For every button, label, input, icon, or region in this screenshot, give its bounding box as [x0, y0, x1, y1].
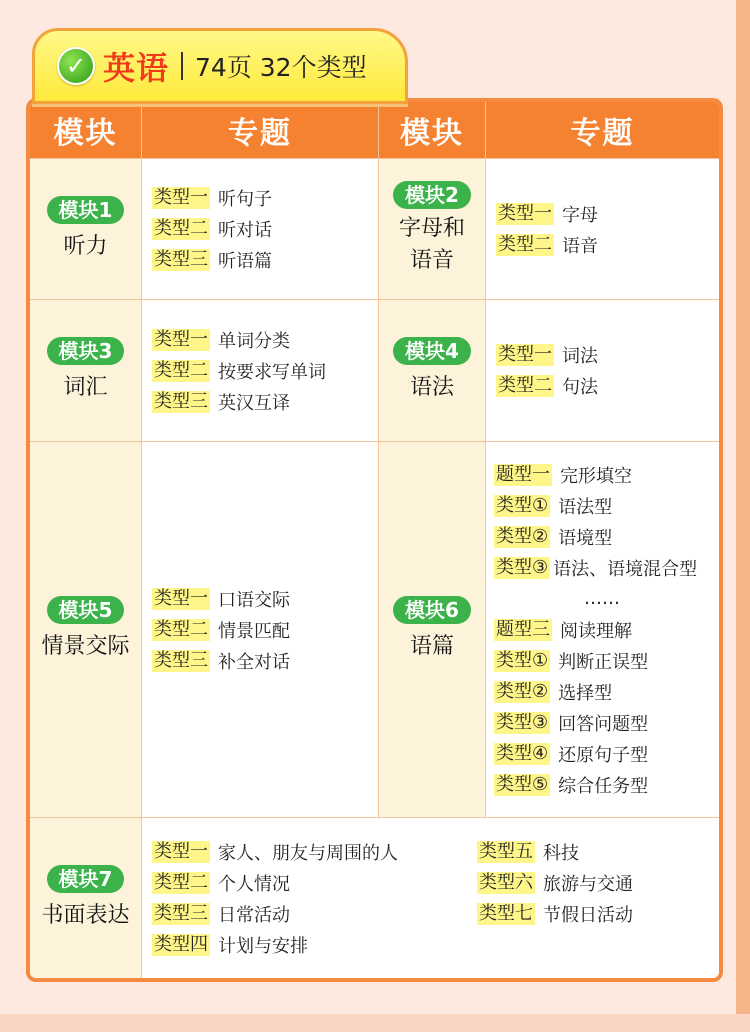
topic-cell	[486, 442, 719, 817]
type-text: 旅游与交通	[543, 873, 633, 895]
type-text: 判断正误型	[558, 651, 649, 673]
header-divider	[181, 52, 183, 80]
type-tag: 类型③	[496, 556, 549, 578]
list-item	[494, 738, 719, 769]
list-item	[152, 324, 378, 355]
list-item	[152, 214, 378, 245]
type-tag: 类型二	[498, 233, 552, 255]
table-row	[30, 441, 719, 817]
table-row	[30, 158, 719, 299]
type-tag: 类型②	[496, 525, 549, 547]
type-tag: 类型三	[154, 249, 208, 270]
list-item	[494, 707, 719, 738]
module-cell	[30, 159, 142, 299]
type-text: 节假日活动	[543, 904, 633, 926]
list-item	[152, 355, 378, 386]
table-row	[30, 299, 719, 441]
module-name: 听力	[63, 233, 108, 259]
bottom-edge-decoration	[0, 1014, 750, 1032]
list-item	[496, 371, 719, 402]
type-tag: 类型二	[154, 359, 208, 381]
module-badge: 模块6	[393, 596, 471, 624]
list-item	[152, 386, 378, 417]
subject-subtitle: 74页 32个类型	[195, 53, 367, 82]
module-name-line2: 语音	[409, 248, 454, 273]
topic-cell	[142, 818, 719, 978]
module-cell	[379, 300, 486, 441]
type-tag: 类型七	[479, 902, 533, 924]
module-name-line1: 字母和	[398, 216, 465, 241]
type-text: 语法、语境混合型	[553, 558, 698, 580]
type-text: 按要求写单词	[218, 361, 326, 383]
type-tag: 类型一	[154, 328, 208, 350]
type-text: 日常活动	[218, 904, 290, 926]
type-text: 回答问题型	[558, 713, 649, 735]
list-item	[152, 183, 378, 214]
list-item	[152, 898, 477, 929]
list-item	[477, 898, 707, 929]
list-item	[152, 867, 477, 898]
type-tag: 类型一	[498, 202, 552, 224]
type-text: 补全对话	[218, 651, 290, 673]
list-item	[494, 521, 719, 552]
module-cell	[379, 442, 486, 817]
type-text: 语境型	[558, 527, 613, 549]
type-text: 计划与安排	[218, 935, 308, 957]
topic-cell	[486, 159, 719, 299]
topic-cell	[486, 300, 719, 441]
module-table	[26, 98, 723, 982]
right-edge-decoration	[736, 0, 750, 1032]
table-row	[30, 817, 719, 978]
list-item	[494, 490, 719, 521]
header-module-left: 模块	[30, 102, 142, 158]
type-tag: 类型①	[496, 649, 549, 671]
type-text: 选择型	[558, 682, 613, 704]
module-name: 情景交际	[41, 634, 130, 659]
topic-column-right	[477, 836, 707, 960]
type-tag: 类型二	[154, 871, 208, 893]
type-text: 语法型	[558, 496, 613, 518]
table-header-row	[30, 102, 719, 158]
type-text: 阅读理解	[560, 620, 632, 642]
list-item	[477, 836, 707, 867]
type-text: 个人情况	[218, 873, 290, 895]
type-tag: 类型一	[154, 587, 208, 609]
module-name: 词汇	[63, 375, 108, 400]
topic-column-left	[152, 836, 477, 960]
subject-header	[32, 28, 408, 104]
topic-cell	[142, 159, 379, 299]
type-text: 句法	[562, 377, 598, 398]
type-tag: 类型一	[498, 344, 552, 365]
module-name: 书面表达	[41, 902, 130, 928]
topic-cell	[142, 442, 379, 817]
list-item	[494, 769, 719, 800]
type-text: 情景匹配	[218, 620, 290, 642]
list-item	[496, 340, 719, 371]
type-text: 口语交际	[218, 589, 290, 611]
list-item	[152, 245, 378, 276]
module-badge: 模块2	[393, 181, 471, 209]
module-name: 语篇	[409, 634, 454, 659]
header-topic-right: 专题	[570, 116, 635, 151]
type-text: 还原句子型	[558, 744, 649, 766]
list-item	[494, 552, 719, 583]
type-tag: 类型四	[154, 933, 208, 955]
topic-cell	[142, 300, 379, 441]
header-module-right: 模块	[379, 102, 486, 158]
type-tag: 类型二	[154, 218, 208, 239]
type-text: 听句子	[218, 189, 272, 210]
module-cell	[379, 159, 486, 299]
module-badge: 模块3	[47, 337, 125, 365]
list-item	[494, 459, 719, 490]
module-badge: 模块4	[393, 337, 471, 365]
list-item	[152, 583, 378, 614]
checkmark-icon: ✓	[57, 47, 95, 85]
type-text: 字母	[562, 204, 598, 226]
type-tag: 类型③	[496, 711, 549, 733]
type-text: 家人、朋友与周围的人	[218, 842, 398, 864]
type-text: 完形填空	[560, 465, 632, 487]
list-item	[152, 645, 378, 676]
type-text: 听对话	[218, 220, 272, 241]
type-text: 单词分类	[218, 330, 290, 352]
list-item	[152, 929, 477, 960]
type-tag: 类型二	[498, 375, 552, 396]
type-tag: 题型三	[496, 618, 550, 640]
module-badge: 模块1	[47, 196, 125, 224]
header-topic-left: 专题	[142, 102, 379, 158]
type-tag: 类型六	[479, 871, 533, 893]
module-cell	[30, 818, 142, 978]
module-cell	[30, 442, 142, 817]
list-item	[494, 614, 719, 645]
type-tag: 类型三	[154, 390, 208, 412]
type-tag: 类型一	[154, 840, 208, 862]
type-tag: 类型②	[496, 680, 549, 702]
type-tag: 题型一	[496, 463, 550, 485]
module-name: 语法	[409, 375, 454, 400]
module-badge: 模块5	[47, 596, 125, 624]
type-tag: 类型⑤	[496, 773, 549, 795]
type-text: 英汉互译	[218, 392, 290, 414]
type-text: 综合任务型	[558, 775, 649, 797]
list-item	[152, 614, 378, 645]
type-text: 听语篇	[218, 251, 272, 272]
list-item	[496, 229, 719, 260]
list-item	[494, 645, 719, 676]
type-tag: 类型④	[496, 742, 549, 764]
type-tag: 类型三	[154, 649, 208, 671]
module-cell	[30, 300, 142, 441]
list-item	[152, 836, 477, 867]
type-tag: 类型三	[154, 902, 208, 924]
type-tag: 类型五	[479, 840, 533, 862]
module-badge: 模块7	[47, 865, 125, 893]
list-item	[494, 676, 719, 707]
type-tag: 类型二	[154, 618, 208, 640]
type-tag: 类型一	[154, 187, 208, 208]
list-item	[496, 198, 719, 229]
type-text: 科技	[543, 842, 579, 864]
subject-title: 英语	[103, 49, 170, 87]
list-item	[477, 867, 707, 898]
ellipsis-item: ……	[584, 588, 620, 609]
topic-columns	[152, 836, 719, 960]
type-text: 语音	[562, 235, 598, 257]
type-text: 词法	[562, 346, 598, 367]
type-tag: 类型①	[496, 494, 549, 516]
